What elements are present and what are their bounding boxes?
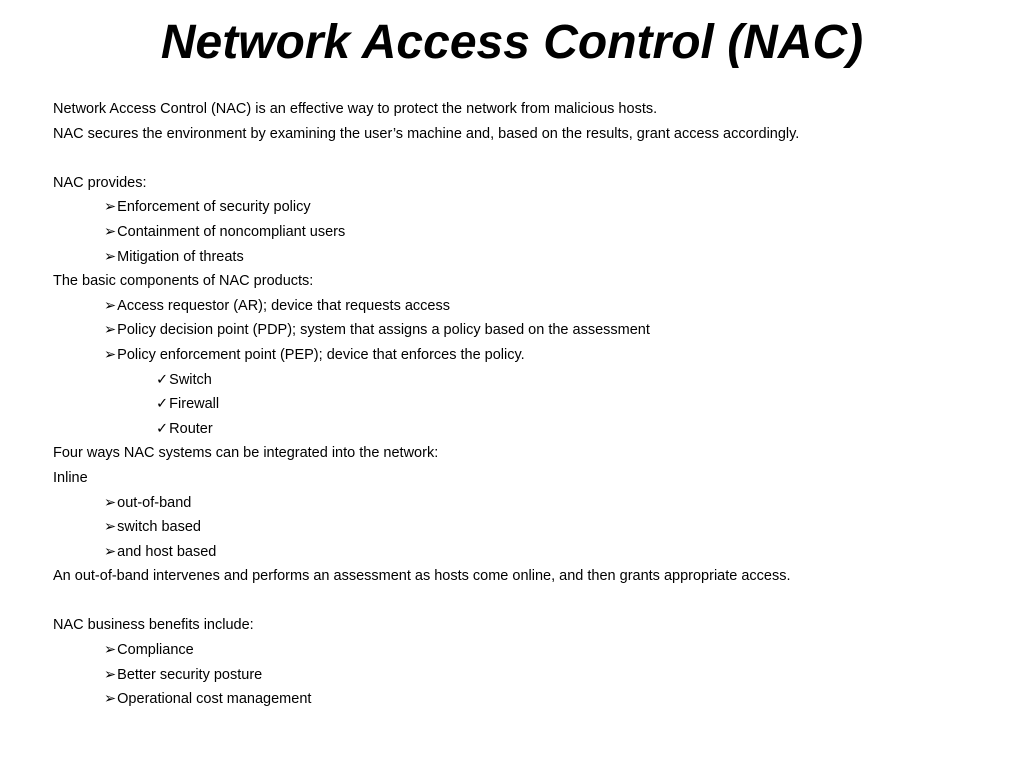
list-item: [53, 491, 993, 516]
list-item-text: Better security posture: [117, 666, 263, 683]
list-subitem: [53, 392, 993, 417]
integration-first: Inline: [53, 469, 88, 486]
components-heading: The basic components of NAC products:: [53, 273, 314, 290]
spacer: [53, 589, 993, 614]
list-item-text: Policy decision point (PDP); system that assigns a policy based on the assessment: [117, 322, 650, 339]
intro-line: NAC secures the environment by examining the user’s machine and, based on the results, grant access accordingly.: [53, 125, 800, 142]
arrow-bullet-icon: ➢: [104, 691, 117, 708]
arrow-bullet-icon: ➢: [104, 642, 117, 659]
list-item: [53, 294, 993, 319]
arrow-bullet-icon: ➢: [104, 346, 117, 363]
arrow-bullet-icon: ➢: [104, 519, 117, 536]
list-item-text: Policy enforcement point (PEP); device that enforces the policy.: [117, 346, 525, 363]
list-item: [53, 343, 993, 368]
list-item-text: out-of-band: [117, 494, 192, 511]
list-item-text: and host based: [117, 543, 217, 560]
arrow-bullet-icon: ➢: [104, 223, 117, 240]
list-item: [53, 220, 993, 245]
integration-heading: Four ways NAC systems can be integrated into the network:: [53, 445, 439, 462]
slide-title: Network Access Control (NAC): [160, 16, 864, 69]
arrow-bullet-icon: ➢: [104, 297, 117, 314]
list-item-text: switch based: [117, 519, 201, 536]
arrow-bullet-icon: ➢: [104, 543, 117, 560]
list-item: [53, 663, 993, 688]
list-item-text: Enforcement of security policy: [117, 199, 311, 216]
list-subitem-text: Router: [169, 420, 213, 437]
benefits-heading: NAC business benefits include:: [53, 617, 254, 634]
list-subitem-text: Switch: [169, 371, 212, 388]
provides-heading: NAC provides:: [53, 174, 147, 191]
arrow-bullet-icon: ➢: [104, 322, 117, 339]
arrow-bullet-icon: ➢: [104, 666, 117, 683]
spacer: [53, 146, 993, 171]
list-item: [53, 195, 993, 220]
list-subitem-text: Firewall: [169, 396, 220, 413]
list-subitem: [53, 368, 993, 393]
arrow-bullet-icon: ➢: [104, 199, 117, 216]
list-item: [53, 687, 993, 712]
list-item-text: Access requestor (AR); device that requests access: [117, 297, 450, 314]
check-bullet-icon: ✓: [156, 371, 169, 388]
integration-note: An out-of-band intervenes and performs an assessment as hosts come online, and then grants appropriate access.: [53, 568, 791, 585]
check-bullet-icon: ✓: [156, 420, 169, 437]
list-item: [53, 638, 993, 663]
check-bullet-icon: ✓: [156, 396, 169, 413]
list-item: [53, 515, 993, 540]
list-item-text: Containment of noncompliant users: [117, 223, 346, 240]
list-item: [53, 540, 993, 565]
list-item: [53, 245, 993, 270]
arrow-bullet-icon: ➢: [104, 494, 117, 511]
slide-body: [53, 97, 993, 712]
intro-line: Network Access Control (NAC) is an effective way to protect the network from malicious hosts.: [53, 101, 658, 117]
arrow-bullet-icon: ➢: [104, 248, 117, 265]
list-item-text: Mitigation of threats: [117, 248, 244, 265]
list-subitem: [53, 417, 993, 442]
list-item-text: Compliance: [117, 642, 194, 659]
list-item: [53, 318, 993, 343]
list-item-text: Operational cost management: [117, 691, 312, 708]
